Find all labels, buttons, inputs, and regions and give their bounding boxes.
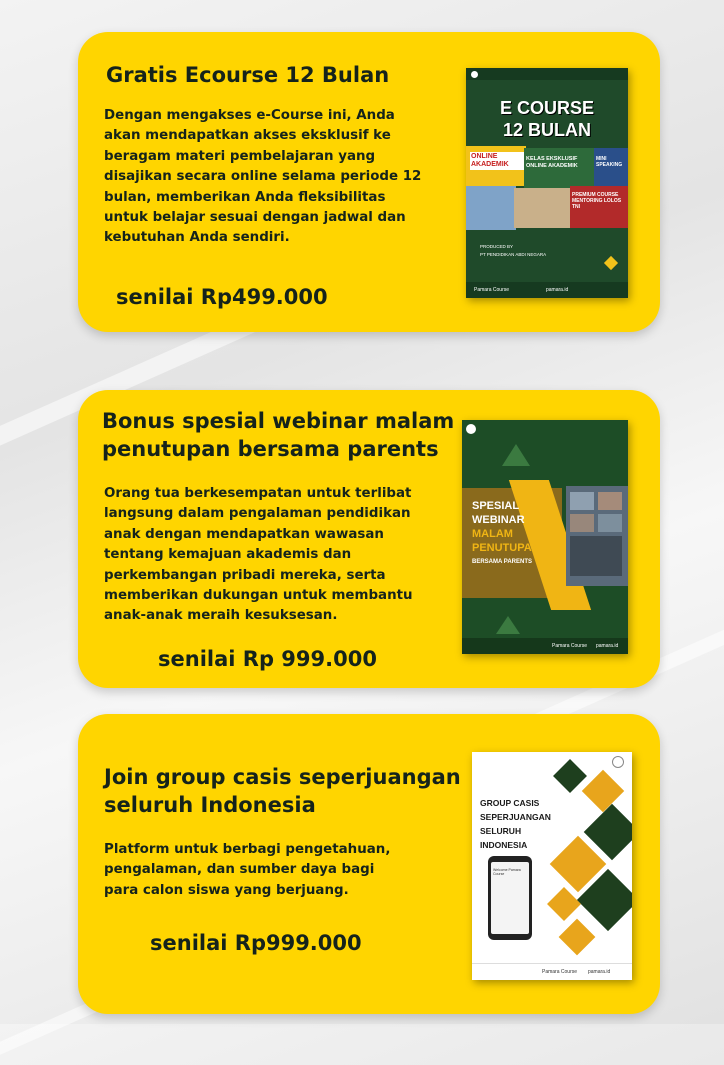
card-group-casis xyxy=(78,714,660,1014)
sparkle-icon xyxy=(604,256,618,270)
logo-icon xyxy=(471,71,478,78)
poster-line3: SELURUH xyxy=(480,826,522,836)
poster-tag3: PREMIUM COURSE MENTORING LOLOS TNI xyxy=(572,192,622,210)
poster-heading-line2: 12 BULAN xyxy=(502,120,591,140)
diamond-decor xyxy=(547,887,581,921)
card-title-line2: seluruh Indonesia xyxy=(104,793,316,817)
card-title-line1: Bonus spesial webinar malam xyxy=(102,409,455,433)
logo-icon xyxy=(612,756,624,768)
poster-heading-line1: E COURSE xyxy=(499,98,595,118)
triangle-decor xyxy=(502,444,530,466)
card-description: Platform untuk berbagi pengetahuan, pengalaman, dan sumber daya bagi para calon siswa yang berjuang. xyxy=(104,842,391,898)
poster-footer xyxy=(472,963,632,980)
poster-line1: SPESIAL xyxy=(472,500,520,512)
poster-tag2: KELAS EKSKLUSIF ONLINE AKADEMIK xyxy=(526,156,578,169)
card-price: senilai Rp999.000 xyxy=(150,931,362,955)
card-description: Dengan mengakses e-Course ini, Anda akan mendapatkan akses eksklusif ke beragam materi pembelajaran yang disajikan secara online selama periode 12 bulan, memberikan Anda fleksibilitas untuk belajar sesuai dengan jadwal dan kebutuhan Anda sendiri. xyxy=(104,108,422,246)
group-poster xyxy=(472,752,632,980)
poster-footer-mid: pamara.id xyxy=(588,969,611,975)
card-price: senilai Rp499.000 xyxy=(116,285,328,309)
card-ecourse xyxy=(78,32,660,332)
poster-producer: PT PENDIDIKAN ABDI NEGARA xyxy=(480,252,547,257)
card-title-line1: Join group casis seperjuangan xyxy=(104,765,461,789)
card-title: Gratis Ecourse 12 Bulan xyxy=(106,63,390,87)
zoom-photo xyxy=(566,486,628,586)
poster-line4: INDONESIA xyxy=(480,840,528,850)
phone-text: Welcome Pamara Course xyxy=(493,868,521,876)
collage-tile xyxy=(594,148,628,188)
card-webinar xyxy=(78,390,660,688)
poster-tag1: ONLINE AKADEMIK xyxy=(470,152,524,170)
poster-produced-by: PRODUCED BY xyxy=(480,244,514,249)
poster-line3: MALAM xyxy=(472,528,513,540)
ecourse-poster xyxy=(466,68,628,298)
poster-line1: GROUP CASIS xyxy=(480,798,540,808)
card-title-line2: penutupan bersama parents xyxy=(102,437,439,461)
poster-line5: BERSAMA PARENTS xyxy=(472,559,533,565)
poster-line2: SEPERJUANGAN xyxy=(480,812,551,822)
triangle-decor xyxy=(496,616,520,634)
poster-footer xyxy=(462,638,628,654)
diamond-decor xyxy=(553,759,587,793)
poster-line2: WEBINAR xyxy=(472,514,525,526)
poster-footer-mid: pamara.id xyxy=(546,287,569,293)
poster-footer-left: Pamara Course xyxy=(542,969,578,975)
card-description: Orang tua berkesempatan untuk terlibat langsung dalam pengalaman pendidikan anak dengan mendapatkan wawasan tentang kemajuan akademis dan perkembangan pribadi mereka, serta memberikan dukungan untuk membantu anak-anak meraih kesuksesan. xyxy=(104,486,413,624)
phone-mockup xyxy=(488,856,532,940)
diamond-decor xyxy=(559,919,596,956)
poster-footer xyxy=(466,282,628,298)
diamond-decor xyxy=(582,770,624,812)
logo-icon xyxy=(466,424,476,434)
poster-footer-mid: pamara.id xyxy=(596,643,619,649)
poster-tag4: MINI SPEAKING xyxy=(596,156,623,168)
poster-footer-left: Pamara Course xyxy=(474,287,510,293)
poster-line4: PENUTUPAN xyxy=(472,542,540,554)
collage-photo xyxy=(514,188,570,228)
poster-footer-left: Pamara Course xyxy=(552,643,588,649)
collage-photo xyxy=(466,186,516,230)
webinar-poster xyxy=(462,420,628,654)
card-price: senilai Rp 999.000 xyxy=(158,647,377,671)
